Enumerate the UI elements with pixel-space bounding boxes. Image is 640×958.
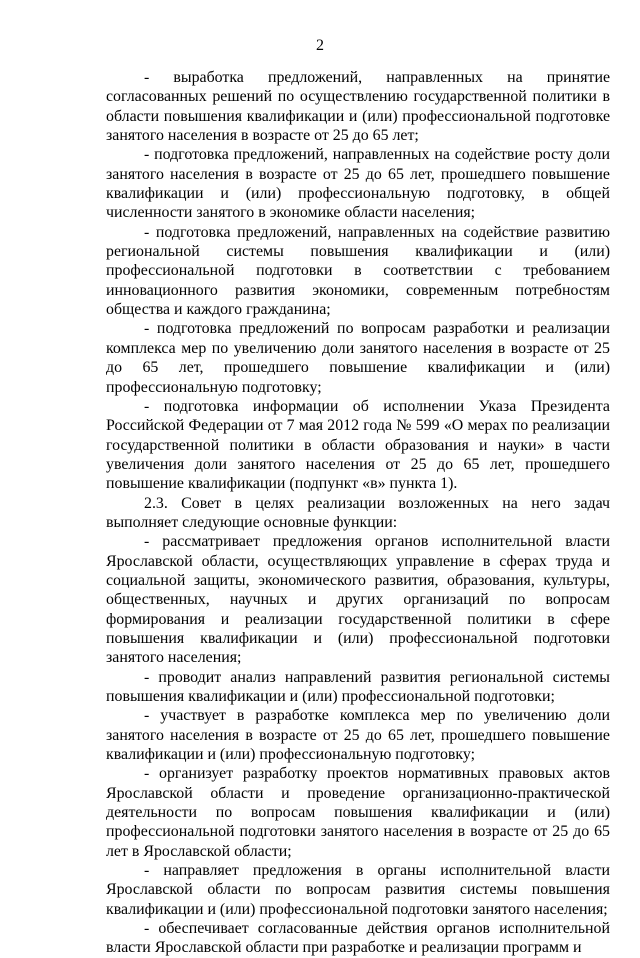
page-number: 2 (316, 37, 324, 54)
paragraph-function-ensures-coordination: - обеспечивает согласованные действия органов исполнительной власти Ярославской области при разработке и реализации программ и (106, 920, 610, 957)
paragraph-function-organizes-drafting: - организует разработку проектов нормативных правовых актов Ярославской области и проведение организационно-практической деятельности по вопросам повышения квалификации и (или) профессиональной подготовки занятого населения в возрасте от 25 до 65 лет в Ярославской области; (106, 765, 610, 860)
paragraph-proposals-measures-complex: - подготовка предложений по вопросам разработки и реализации комплекса мер по увеличению доли занятого населения в возрасте от 25 до 65 лет, прошедшего повышение квалификации и (или) профессиональную подготовку; (106, 320, 610, 396)
paragraph-proposals-coordinated-decisions: - выработка предложений, направленных на принятие согласованных решений по осуществлению государственной политики в области повышения квалификации и (или) профессиональной подготовке занятого населения в возрасте от 25 до 65 лет; (106, 69, 610, 145)
document-body (106, 68, 610, 958)
paragraph-function-submits-proposals: - направляет предложения в органы исполнительной власти Ярославской области по вопросам развития системы повышения квалификации и (или) профессиональной подготовки занятого населения; (106, 862, 610, 918)
paragraph-proposals-share-growth: - подготовка предложений, направленных на содействие росту доли занятого населения в возрасте от 25 до 65 лет, прошедшего повышение квалификации и (или) профессиональную подготовку, в общей численности занятого в экономике области населения; (106, 146, 610, 222)
paragraph-proposals-regional-system: - подготовка предложений, направленных на содействие развитию региональной системы повышения квалификации и (или) профессиональной подготовки в соответствии с требованием инновационного развития экономики, современным потребностям общества и каждого гражданина; (106, 223, 610, 319)
paragraph-function-reviews-proposals: - рассматривает предложения органов исполнительной власти Ярославской области, осуществляющих управление в сферах труда и социальной защиты, экономического развития, образования, культуры, общественных, научных и других организаций по вопросам формирования и реализации государственной политики в сфере повышения квалификации и (или) профессиональной подготовки занятого населения; (106, 533, 610, 667)
paragraph-function-analysis: - проводит анализ направлений развития региональной системы повышения квалификации и (или) профессиональной подготовки; (106, 668, 610, 705)
paragraph-section-2-3: 2.3. Совет в целях реализации возложенных на него задач выполняет следующие основные функции: (106, 494, 610, 531)
paragraph-decree-information: - подготовка информации об исполнении Указа Президента Российской Федерации от 7 мая 2012 года № 599 «О мерах по реализации государственной политики в области образования и науки» в части увеличения доли занятого населения от 25 до 65 лет, прошедшего повышение квалификации (подпункт «в» пункта 1). (106, 397, 610, 493)
paragraph-function-participates: - участвует в разработке комплекса мер по увеличению доли занятого населения в возрасте от 25 до 65 лет, прошедшего повышение квалификации и (или) профессиональную подготовку; (106, 707, 610, 764)
